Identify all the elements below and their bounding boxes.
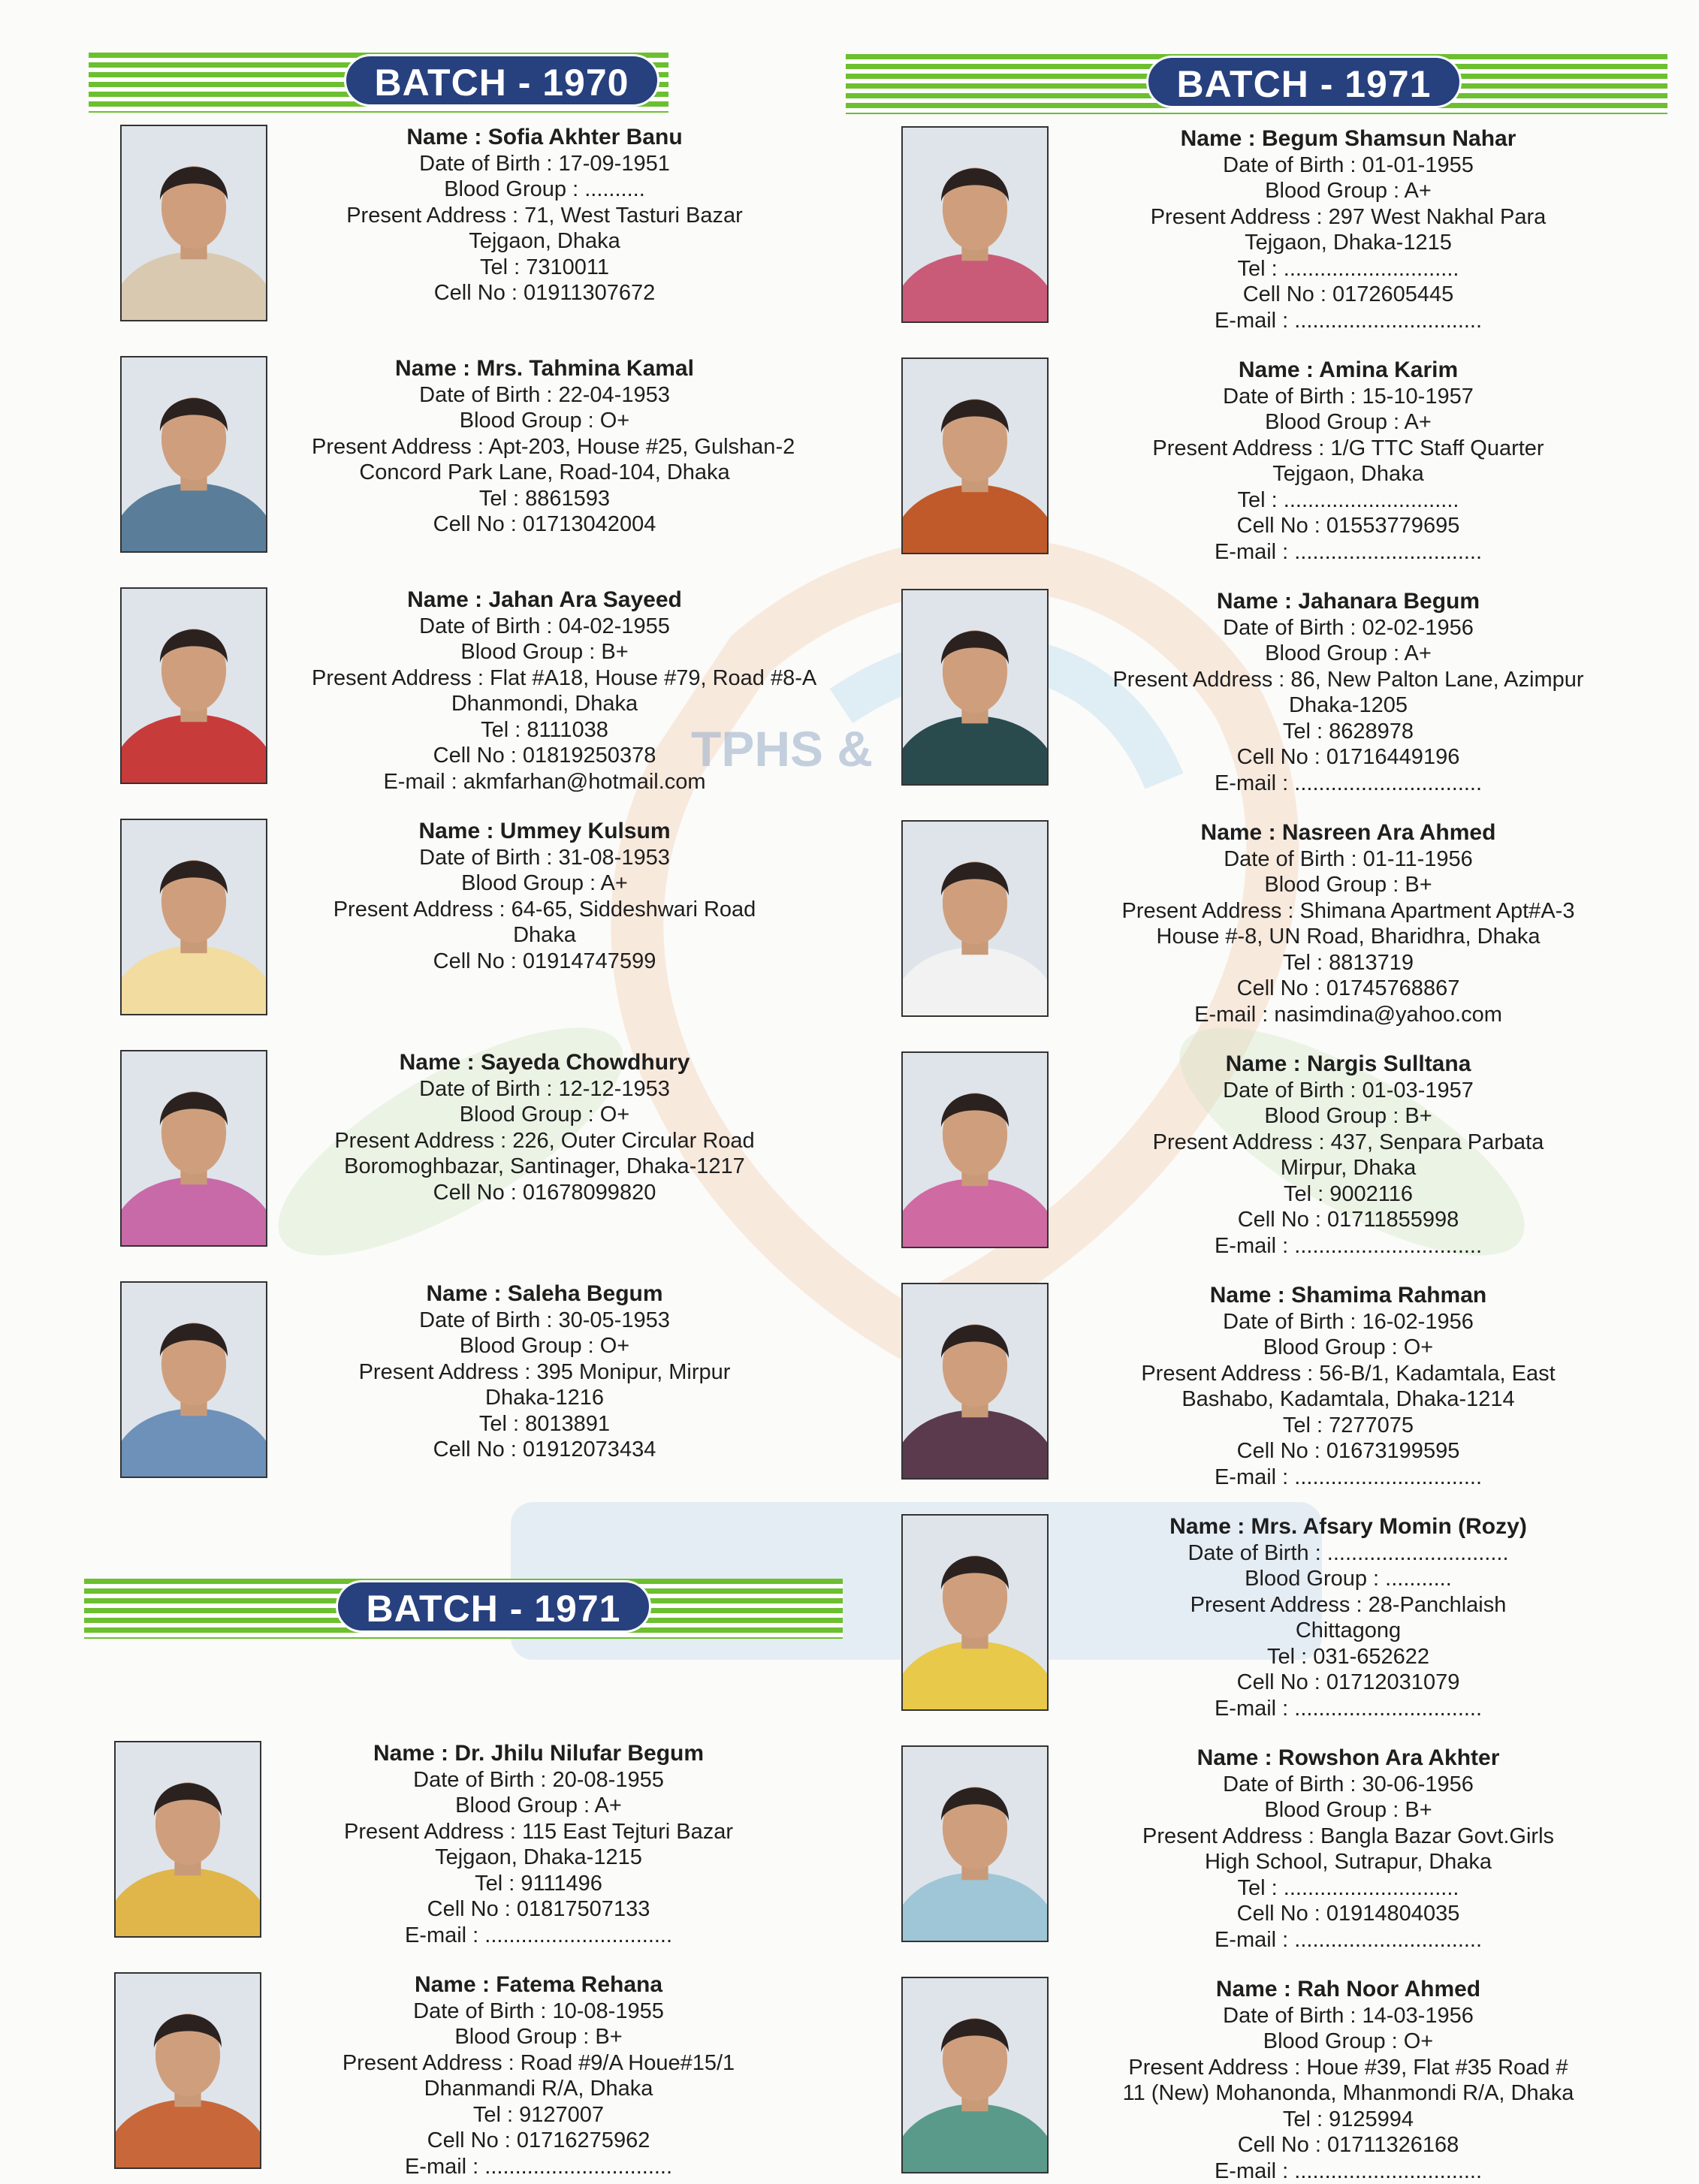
email: E-mail : ...............................	[1093, 1233, 1604, 1259]
present-address: Present Address : Flat #A18, House #79, Road #8-A	[312, 665, 777, 692]
person-name: Name : Saleha Begum	[312, 1281, 777, 1308]
blood-group: Blood Group : A+	[306, 1793, 771, 1819]
blood-group: Blood Group : A+	[312, 870, 777, 897]
person-info	[1093, 1283, 1604, 1490]
person-name: Name : Sayeda Chowdhury	[312, 1050, 777, 1076]
address-line-2: Mirpur, Dhaka	[1093, 1155, 1604, 1181]
blood-group: Blood Group : B+	[1093, 1103, 1604, 1130]
present-address: Present Address : 395 Monipur, Mirpur	[312, 1359, 777, 1386]
date-of-birth: Date of Birth : 01-03-1957	[1093, 1078, 1604, 1104]
cell-number: Cell No : 01914747599	[312, 949, 777, 975]
batch-1971-left-label: BATCH - 1971	[336, 1580, 651, 1633]
person-info	[1093, 126, 1604, 333]
email: E-mail : ...............................	[1093, 1465, 1604, 1491]
email: E-mail : ...............................	[1093, 1696, 1604, 1722]
person-name: Name : Nargis Sulltana	[1093, 1051, 1604, 1078]
batch-1970-label: BATCH - 1970	[344, 54, 659, 107]
email: E-mail : ...............................	[1093, 539, 1604, 566]
email: E-mail : ...............................	[1093, 2158, 1604, 2184]
telephone: Tel : 8013891	[312, 1411, 777, 1437]
cell-number: Cell No : 01716275962	[306, 2128, 771, 2154]
present-address: Present Address : 297 West Nakhal Para	[1093, 204, 1604, 231]
blood-group: Blood Group : O+	[312, 1333, 777, 1359]
present-address: Present Address : 437, Senpara Parbata	[1093, 1130, 1604, 1156]
blood-group: Blood Group : ..........	[312, 176, 777, 203]
person-photo	[114, 1741, 261, 1938]
person-info	[312, 125, 777, 306]
person-photo	[120, 819, 267, 1015]
person-photo	[901, 1977, 1049, 2173]
blood-group: Blood Group : O+	[312, 408, 777, 434]
person-photo	[901, 126, 1049, 323]
batch-1971-right-label: BATCH - 1971	[1146, 56, 1462, 108]
person-info	[1093, 820, 1604, 1027]
address-line-2: Dhaka-1205	[1093, 692, 1604, 719]
person-photo	[901, 589, 1049, 786]
cell-number: Cell No : 01911307672	[312, 280, 777, 306]
present-address: Present Address : Bangla Bazar Govt.Girls	[1093, 1824, 1604, 1850]
telephone: Tel : 9002116	[1093, 1181, 1604, 1208]
person-name: Name : Ummey Kulsum	[312, 819, 777, 845]
person-info	[306, 1972, 771, 2179]
blood-group: Blood Group : ...........	[1093, 1566, 1604, 1592]
address-line-2: Chittagong	[1093, 1618, 1604, 1644]
date-of-birth: Date of Birth : 15-10-1957	[1093, 384, 1604, 410]
blood-group: Blood Group : A+	[1093, 178, 1604, 204]
address-line-2: Dhanmondi, Dhaka	[312, 691, 777, 717]
person-info	[1093, 1745, 1604, 1953]
present-address: Present Address : 64-65, Siddeshwari Road	[312, 897, 777, 923]
person-info	[312, 819, 777, 974]
date-of-birth: Date of Birth : 20-08-1955	[306, 1767, 771, 1793]
present-address: Present Address : Shimana Apartment Apt#A-3	[1093, 898, 1604, 925]
banner-batch-1970	[89, 53, 668, 113]
blood-group: Blood Group : B+	[306, 2024, 771, 2050]
cell-number: Cell No : 01716449196	[1093, 744, 1604, 771]
blood-group: Blood Group : A+	[1093, 409, 1604, 436]
address-line-2: Dhaka	[312, 922, 777, 949]
email: E-mail : ...............................	[306, 2154, 771, 2180]
watermark-text: TPHS &	[691, 721, 873, 777]
telephone: Tel : .............................	[1093, 1875, 1604, 1902]
address-line-2: High School, Sutrapur, Dhaka	[1093, 1849, 1604, 1875]
present-address: Present Address : 56-B/1, Kadamtala, East	[1093, 1361, 1604, 1387]
cell-number: Cell No : 01711326168	[1093, 2132, 1604, 2158]
date-of-birth: Date of Birth : 10-08-1955	[306, 1998, 771, 2025]
blood-group: Blood Group : A+	[1093, 641, 1604, 667]
telephone: Tel : .............................	[1093, 487, 1604, 514]
present-address: Present Address : 71, West Tasturi Bazar	[312, 203, 777, 229]
cell-number: Cell No : 01912073434	[312, 1437, 777, 1463]
person-photo	[901, 1283, 1049, 1480]
email: E-mail : ...............................	[1093, 1927, 1604, 1953]
email: E-mail : nasimdina@yahoo.com	[1093, 1002, 1604, 1028]
cell-number: Cell No : 0172605445	[1093, 282, 1604, 308]
person-photo	[901, 1514, 1049, 1711]
present-address: Present Address : Apt-203, House #25, Gulshan-2	[312, 434, 777, 460]
date-of-birth: Date of Birth : 22-04-1953	[312, 382, 777, 409]
person-name: Name : Rah Noor Ahmed	[1093, 1977, 1604, 2003]
banner-batch-1971-left	[84, 1579, 843, 1639]
cell-number: Cell No : 01745768867	[1093, 976, 1604, 1002]
cell-number: Cell No : 01713042004	[312, 511, 777, 538]
present-address: Present Address : 86, New Palton Lane, Azimpur	[1093, 667, 1604, 693]
person-name: Name : Begum Shamsun Nahar	[1093, 126, 1604, 152]
cell-number: Cell No : 01712031079	[1093, 1670, 1604, 1696]
person-photo	[120, 125, 267, 321]
person-name: Name : Nasreen Ara Ahmed	[1093, 820, 1604, 846]
person-name: Name : Jahan Ara Sayeed	[312, 587, 777, 614]
person-photo	[120, 587, 267, 784]
cell-number: Cell No : 01711855998	[1093, 1207, 1604, 1233]
person-name: Name : Mrs. Afsary Momin (Rozy)	[1093, 1514, 1604, 1540]
date-of-birth: Date of Birth : 30-05-1953	[312, 1308, 777, 1334]
person-photo	[901, 357, 1049, 554]
cell-number: Cell No : 01678099820	[312, 1180, 777, 1206]
person-name: Name : Fatema Rehana	[306, 1972, 771, 1998]
present-address: Present Address : Houe #39, Flat #35 Road #	[1093, 2055, 1604, 2081]
person-name: Name : Sofia Akhter Banu	[312, 125, 777, 151]
person-name: Name : Amina Karim	[1093, 357, 1604, 384]
address-line-2: Boromoghbazar, Santinager, Dhaka-1217	[312, 1154, 777, 1180]
telephone: Tel : .............................	[1093, 256, 1604, 282]
person-info	[1093, 1514, 1604, 1721]
telephone: Tel : 9127007	[306, 2102, 771, 2128]
person-name: Name : Shamima Rahman	[1093, 1283, 1604, 1309]
address-line-2: Tejgaon, Dhaka	[1093, 461, 1604, 487]
person-photo	[120, 1050, 267, 1247]
person-photo	[901, 1745, 1049, 1942]
person-info	[312, 1050, 777, 1205]
date-of-birth: Date of Birth : 16-02-1956	[1093, 1309, 1604, 1335]
person-info	[312, 356, 777, 538]
present-address: Present Address : Road #9/A Houe#15/1	[306, 2050, 771, 2077]
address-line-2: House #-8, UN Road, Bharidhra, Dhaka	[1093, 924, 1604, 950]
telephone: Tel : 8813719	[1093, 950, 1604, 976]
date-of-birth: Date of Birth : 02-02-1956	[1093, 615, 1604, 641]
date-of-birth: Date of Birth : 12-12-1953	[312, 1076, 777, 1103]
person-info	[312, 587, 777, 795]
address-line-2: Tejgaon, Dhaka-1215	[306, 1845, 771, 1871]
email: E-mail : akmfarhan@hotmail.com	[312, 769, 777, 795]
date-of-birth: Date of Birth : 01-01-1955	[1093, 152, 1604, 179]
person-name: Name : Dr. Jhilu Nilufar Begum	[306, 1741, 771, 1767]
person-photo	[120, 356, 267, 553]
cell-number: Cell No : 01914804035	[1093, 1901, 1604, 1927]
date-of-birth: Date of Birth : 01-11-1956	[1093, 846, 1604, 873]
person-info	[1093, 1051, 1604, 1259]
date-of-birth: Date of Birth : 30-06-1956	[1093, 1772, 1604, 1798]
person-name: Name : Mrs. Tahmina Kamal	[312, 356, 777, 382]
person-info	[1093, 357, 1604, 565]
address-line-2: 11 (New) Mohanonda, Mhanmondi R/A, Dhaka	[1093, 2080, 1604, 2107]
banner-batch-1971-right	[846, 54, 1667, 114]
blood-group: Blood Group : O+	[1093, 2029, 1604, 2055]
blood-group: Blood Group : B+	[312, 639, 777, 665]
cell-number: Cell No : 01817507133	[306, 1896, 771, 1923]
present-address: Present Address : 28-Panchlaish	[1093, 1592, 1604, 1618]
address-line-2: Tejgaon, Dhaka-1215	[1093, 230, 1604, 256]
person-photo	[901, 1051, 1049, 1248]
telephone: Tel : 9111496	[306, 1871, 771, 1897]
telephone: Tel : 8111038	[312, 717, 777, 744]
date-of-birth: Date of Birth : 31-08-1953	[312, 845, 777, 871]
date-of-birth: Date of Birth : 04-02-1955	[312, 614, 777, 640]
person-photo	[901, 820, 1049, 1017]
person-info	[312, 1281, 777, 1463]
cell-number: Cell No : 01819250378	[312, 743, 777, 769]
email: E-mail : ...............................	[1093, 771, 1604, 797]
person-info	[1093, 1977, 1604, 2184]
date-of-birth: Date of Birth : 17-09-1951	[312, 151, 777, 177]
person-name: Name : Jahanara Begum	[1093, 589, 1604, 615]
address-line-2: Tejgaon, Dhaka	[312, 228, 777, 255]
person-photo	[120, 1281, 267, 1478]
address-line-2: Dhaka-1216	[312, 1385, 777, 1411]
person-photo	[114, 1972, 261, 2169]
telephone: Tel : 031-652622	[1093, 1644, 1604, 1670]
present-address: Present Address : 1/G TTC Staff Quarter	[1093, 436, 1604, 462]
blood-group: Blood Group : B+	[1093, 872, 1604, 898]
blood-group: Blood Group : O+	[312, 1102, 777, 1128]
telephone: Tel : 9125994	[1093, 2107, 1604, 2133]
person-info	[306, 1741, 771, 1948]
person-name: Name : Rowshon Ara Akhter	[1093, 1745, 1604, 1772]
telephone: Tel : 8628978	[1093, 719, 1604, 745]
address-line-2: Dhanmandi R/A, Dhaka	[306, 2076, 771, 2102]
date-of-birth: Date of Birth : 14-03-1956	[1093, 2003, 1604, 2029]
telephone: Tel : 8861593	[312, 486, 777, 512]
present-address: Present Address : 226, Outer Circular Road	[312, 1128, 777, 1154]
address-line-2: Concord Park Lane, Road-104, Dhaka	[312, 460, 777, 486]
email: E-mail : ...............................	[306, 1923, 771, 1949]
date-of-birth: Date of Birth : ..............................	[1093, 1540, 1604, 1567]
blood-group: Blood Group : O+	[1093, 1335, 1604, 1361]
blood-group: Blood Group : B+	[1093, 1797, 1604, 1824]
address-line-2: Bashabo, Kadamtala, Dhaka-1214	[1093, 1386, 1604, 1413]
cell-number: Cell No : 01673199595	[1093, 1438, 1604, 1465]
present-address: Present Address : 115 East Tejturi Bazar	[306, 1819, 771, 1845]
telephone: Tel : 7310011	[312, 255, 777, 281]
person-info	[1093, 589, 1604, 796]
telephone: Tel : 7277075	[1093, 1413, 1604, 1439]
cell-number: Cell No : 01553779695	[1093, 513, 1604, 539]
email: E-mail : ...............................	[1093, 308, 1604, 334]
